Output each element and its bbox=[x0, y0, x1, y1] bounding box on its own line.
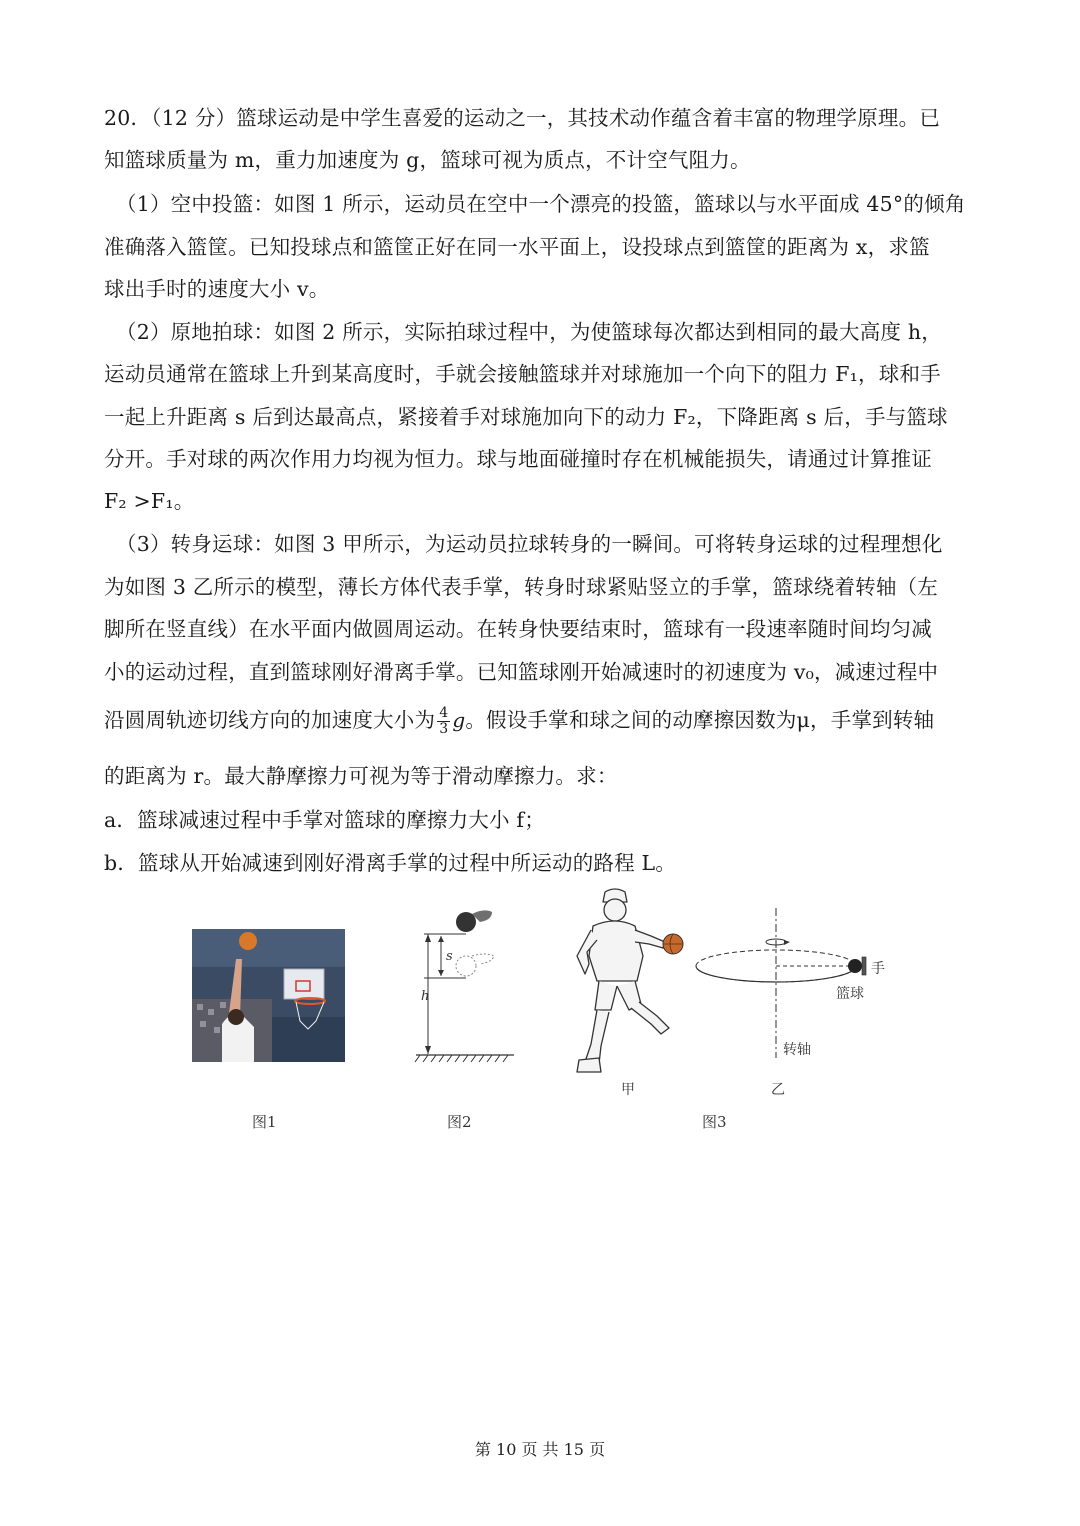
text-line-1: 20．（12 分）篮球运动是中学生喜爱的运动之一，其技术动作蕴含着丰富的物理学原理。已 bbox=[104, 106, 941, 130]
text-line-6: （2）原地拍球：如图 2 所示，实际拍球过程中，为使篮球每次都达到相同的最大高度 h， bbox=[116, 320, 942, 344]
text-line-9: 分开。手对球的两次作用力均视为恒力。球与地面碰撞时存在机械能损失，请通过计算推证 bbox=[104, 447, 932, 471]
text-line-5: 球出手时的速度大小 v。 bbox=[104, 277, 330, 301]
text-line-13: 脚所在竖直线）在水平面内做圆周运动。在转身快要结束时，篮球有一段速率随时间均匀减 bbox=[104, 617, 932, 641]
text-line-7: 运动员通常在篮球上升到某高度时，手就会接触篮球并对球施加一个向下的阻力 F₁，球和手 bbox=[104, 362, 941, 386]
fig3b-label-axis: 转轴 bbox=[783, 1042, 811, 1058]
text-line-4: 准确落入篮筐。已知投球点和篮筐正好在同一水平面上，设投球点到篮筐的距离为 x，求篮 bbox=[104, 235, 930, 259]
fig3b-label-hand: 手 bbox=[871, 961, 885, 977]
text-line-10: F₂ >F₁。 bbox=[104, 489, 195, 513]
fraction-variable: g bbox=[452, 708, 466, 732]
text-line-8: 一起上升距离 s 后到达最高点，紧接着手对球施加向下的动力 F₂，下降距离 s 后，手与篮球 bbox=[104, 405, 948, 429]
text-line-11: （3）转身运球：如图 3 甲所示，为运动员拉球转身的一瞬间。可将转身运球的过程理想化 bbox=[116, 532, 943, 556]
fig2-label-h: h bbox=[421, 989, 430, 1004]
figure-2-caption: 图2 bbox=[447, 1113, 472, 1131]
fraction-numerator: 4 bbox=[439, 705, 449, 721]
fig2-ball-top bbox=[456, 912, 476, 932]
fraction bbox=[437, 706, 450, 737]
item-b: b．篮球从开始减速到刚好滑离手掌的过程中所运动的路程 L。 bbox=[104, 851, 677, 875]
text-line-15-after: 。假设手掌和球之间的动摩擦因数为μ，手掌到转轴 bbox=[465, 708, 935, 732]
fraction-denominator: 3 bbox=[439, 721, 449, 737]
text-line-16: 的距离为 r。最大静摩擦力可视为等于滑动摩擦力。求： bbox=[104, 764, 618, 788]
text-line-2: 知篮球质量为 m，重力加速度为 g，篮球可视为质点，不计空气阻力。 bbox=[104, 148, 751, 172]
text-line-15-before: 沿圆周轨迹切线方向的加速度大小为 bbox=[104, 708, 436, 732]
figure-3b-label: 乙 bbox=[771, 1082, 785, 1098]
figure-3b-model bbox=[694, 904, 894, 1064]
figure-3a-athlete bbox=[565, 886, 690, 1080]
page-footer: 第 10 页 共 15 页 bbox=[474, 1440, 606, 1459]
fig2-label-s: s bbox=[446, 949, 453, 964]
fig3b-label-ball: 篮球 bbox=[836, 986, 864, 1002]
text-line-15 bbox=[104, 700, 934, 740]
text-line-14: 小的运动过程，直到篮球刚好滑离手掌。已知篮球刚开始减速时的初速度为 v₀，减速过程中 bbox=[104, 660, 939, 684]
text-line-3: （1）空中投篮：如图 1 所示，运动员在空中一个漂亮的投篮，篮球以与水平面成 45°的倾角 bbox=[116, 192, 966, 216]
figure-1-photo bbox=[192, 929, 345, 1062]
text-line-12: 为如图 3 乙所示的模型，薄长方体代表手掌，转身时球紧贴竖立的手掌，篮球绕着转轴（左 bbox=[104, 575, 938, 599]
figure-3a-label: 甲 bbox=[621, 1082, 635, 1098]
item-a: a．篮球减速过程中手掌对篮球的摩擦力大小 f； bbox=[104, 808, 545, 832]
figure-2-diagram bbox=[410, 900, 520, 1070]
figure-3-caption: 图3 bbox=[702, 1113, 727, 1131]
figure-1-caption: 图1 bbox=[252, 1113, 277, 1131]
fig3b-hand bbox=[862, 957, 866, 975]
fig3b-ball bbox=[848, 959, 862, 973]
